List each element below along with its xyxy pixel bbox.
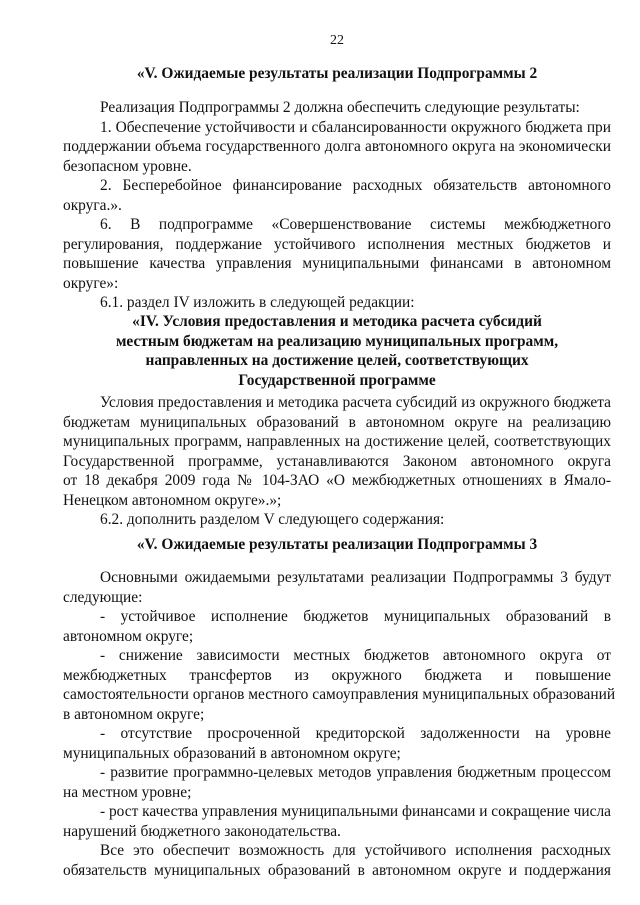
paragraph-block-2 bbox=[63, 393, 611, 530]
section-heading-iv bbox=[63, 312, 611, 390]
text-line: Основными ожидаемыми результатами реализации Подпрограммы 3 будут bbox=[100, 569, 611, 586]
text-line: от 18 декабря 2009 года № 104-ЗАО «О межбюджетных отношениях в Ямало- bbox=[63, 472, 611, 489]
section-heading-v-subprogram-2: «V. Ожидаемые результаты реализации Подпрограммы 2 bbox=[136, 65, 538, 82]
text-line: автономном округе; bbox=[63, 627, 194, 645]
list-item: - рост качества управления муниципальными финансами и сокращение числа bbox=[100, 803, 611, 820]
list-item: - устойчивое исполнение бюджетов муниципальных образований в bbox=[100, 608, 611, 625]
text-line: безопасном уровне. bbox=[63, 157, 192, 175]
text-line: 6.1. раздел IV изложить в следующей редакции: bbox=[100, 294, 415, 311]
paragraph-block-1 bbox=[63, 98, 611, 313]
text-line: Условия предоставления и методика расчета субсидий из окружного бюджета bbox=[100, 394, 611, 411]
heading-line: местным бюджетам на реализацию муниципальных программ, bbox=[115, 332, 559, 350]
text-line: Ненецком автономном округе».»; bbox=[63, 491, 282, 509]
text-line: округа.». bbox=[63, 196, 122, 214]
heading-line: направленных на достижение целей, соответствующих bbox=[145, 352, 529, 369]
text-line: Государственной программе, устанавливаются Законом автономного округа bbox=[63, 452, 611, 470]
text-line: округе»: bbox=[63, 274, 119, 292]
list-item: - отсутствие просроченной кредиторской задолженности на уровне bbox=[100, 725, 611, 742]
text-line: самостоятельности органов местного самоуправления муниципальных образований bbox=[63, 686, 616, 703]
paragraph-block-3 bbox=[63, 568, 616, 880]
text-line: межбюджетных трансфертов из окружного бюджета и повышение bbox=[63, 666, 611, 684]
text-line: муниципальных программ, направленных на достижение целей, соответствующих bbox=[63, 433, 611, 450]
text-line: поддержании объема государственного долга автономного округа на экономически bbox=[63, 138, 611, 155]
heading-line: «IV. Условия предоставления и методика расчета субсидий bbox=[132, 313, 542, 330]
text-line: регулирования, поддержание устойчивого исполнения местных бюджетов и bbox=[63, 235, 611, 253]
list-item: - снижение зависимости местных бюджетов автономного округа от bbox=[100, 647, 611, 664]
text-line: 2. Бесперебойное финансирование расходных обязательств автономного bbox=[100, 177, 611, 194]
text-line: Реализация Подпрограммы 2 должна обеспечить следующие результаты: bbox=[100, 99, 580, 116]
heading-line: Государственной программе bbox=[238, 371, 436, 389]
list-item: - развитие программно-целевых методов управления бюджетным процессом bbox=[100, 764, 611, 781]
text-line: следующие: bbox=[63, 588, 143, 606]
text-line: бюджетам муниципальных образований в автономном округе на реализацию bbox=[63, 413, 611, 431]
text-line: Все это обеспечит возможность для устойчивого исполнения расходных bbox=[100, 842, 611, 859]
text-line: 6.2. дополнить разделом V следующего содержания: bbox=[100, 511, 445, 528]
text-line: нарушений бюджетного законодательства. bbox=[63, 822, 341, 840]
text-line: 1. Обеспечение устойчивости и сбалансированности окружного бюджета при bbox=[100, 118, 611, 136]
text-line: муниципальных образований в автономном округе; bbox=[63, 744, 401, 762]
text-line: в автономном округе; bbox=[63, 705, 205, 723]
section-heading-v-subprogram-3: «V. Ожидаемые результаты реализации Подпрограммы 3 bbox=[136, 536, 538, 553]
text-line: на местном уровне; bbox=[63, 783, 192, 801]
text-line: обязательств муниципальных образований в автономном округе и поддержания bbox=[63, 861, 611, 879]
text-line: повышение качества управления муниципальными финансами в автономном bbox=[63, 255, 611, 272]
text-line: 6. В подпрограмме «Совершенствование системы межбюджетного bbox=[100, 216, 611, 233]
page-number: 22 bbox=[330, 33, 344, 48]
